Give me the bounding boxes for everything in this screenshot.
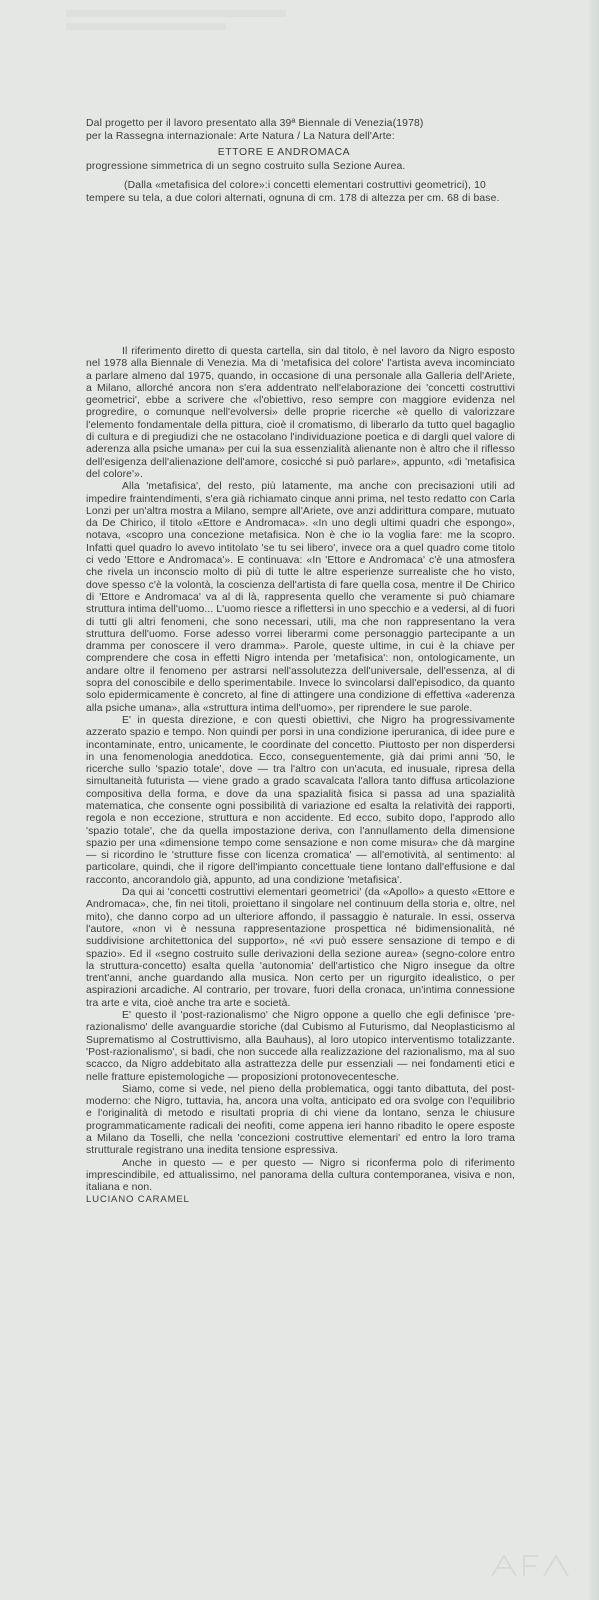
page-edge: [589, 0, 599, 1600]
essay-body: [86, 346, 515, 1207]
essay-paragraph: Anche in questo — e per questo — Nigro si riconferma polo di riferimento imprescindibile, ed attualissimo, nel panorama della cultura contemporanea, visiva e non, italiana e non.: [86, 1157, 515, 1194]
faded-header-text: [66, 10, 306, 48]
essay-paragraph: Siamo, come si vede, nel pieno della problematica, oggi tanto dibattuta, del post-moderno: che Nigro, tuttavia, ha, ancora una volta, anticipato ed ora svolge con l'equilibrio e l'originalità di metodo e risultati propria di chi viene da lontano, senza le chiusure programmaticamente radicali dei neofiti, come appena ieri hanno ribadito le opere esposte a Milano da Toselli, che nella 'concezioni costruttive elementari' ed entro la loro trama strutturale registrano una inedita tensione espressiva.: [86, 1083, 515, 1157]
author-signature: LUCIANO CARAMEL: [86, 1194, 190, 1206]
watermark-logo: [482, 1548, 577, 1582]
essay-paragraph: E' in questa direzione, e con questi obiettivi, che Nigro ha progressivamente azzerato spazio e tempo. Non quindi per porsi in una condizione iperuranica, di idee pure e incontaminate, entro, unicamente, le coordinate del concetto. Piuttosto per non disperdersi in una fenomenologia aneddotica. Ecco, conseguentemente, già dai primi anni '50, le ricerche sullo 'spazio totale', dove — tra l'altro con un'acuta, ed inusuale, ripresa della simultaneità futurista — viene grado a grado scavalcata l'allora tanto diffusa articolazione compositiva della forma, e dove da una spazialità fisica si passa ad una spazialità matematica, che consente ogni possibilità di variazione ed esalta la relatività dei rapporti, regola e non eccezione, struttura e non accidente. Ed ecco, subito dopo, l'approdo allo 'spazio totale', che da quella impostazione deriva, con l'annullamento della dimensione spazio per una «dimensione tempo come sensazione e non come misura» che dà margine — si ricordino le 'strutture fisse con licenza cromatica' — all'emotività, al sentimento: al particolare, quindi, che il rigore dell'impianto concettuale tiene lontano dall'effusione e dal racconto, ancorandolo già, appunto, ad una condizione 'metafisica'.: [86, 714, 515, 886]
intro-line-2: per la Rassegna internazionale: Arte Natura / La Natura dell'Arte:: [86, 131, 395, 143]
work-title: ETTORE E ANDROMACA: [217, 147, 351, 159]
intro-line-3: progressione simmetrica di un segno costruito sulla Sezione Aurea.: [86, 160, 406, 172]
essay-paragraph: Il riferimento diretto di questa cartella, sin dal titolo, è nel lavoro da Nigro esposto nel 1978 alla Biennale di Venezia. Ma di 'metafisica del colore' l'artista aveva incominciato a parlare almeno dal 1975, quando, in occasione di una personale alla Galleria dell'Ariete, a Milano, allorché ancora non s'era addentrato nell'elaborazione dei 'concetti costruttivi geometrici', ebbe a scrivere che «l'obiettivo, reso sempre con maggiore evidenza nel progredire, o comunque nell'evolversi» delle proprie ricerche «è quello di valorizzare l'elemento fondamentale della pittura, cioè il cromatismo, di liberarlo da tutto quel bagaglio di cultura e di pregiudizi che ne ostacolano l'individuazione poetica e di dargli quel valore di aderenza alla psiche umana» per cui la sua essenzialità alienante non è altro che il riflesso dell'esigenza dell'alienazione dell'amore, cosicché si può parlare», appunto, «di 'metafisica del colore'».: [86, 346, 515, 480]
essay-paragraph: E' questo il 'post-razionalismo' che Nigro oppone a quello che egli definisce 'pre-razionalismo' delle avanguardie storiche (dal Cubismo al Futurismo, dal Neoplasticismo al Suprematismo al Costruttivismo, alla Bauhaus), al loro utopico interventismo totalizzante. 'Post-razionalismo', si badi, che non succede alla realizzazione del razionalismo, ma al suo scacco, da Nigro addebitato alla astrattezza delle pur essenziali — nei fondamenti etici e nelle fratture epistemologiche — proposizioni protonovecentesche.: [86, 1010, 515, 1083]
work-description: (Dalla «metafisica del colore»:i concetti elementari costruttivi geometrici), 10 tempere su tela, a due colori alternati, ognuna di cm. 178 di altezza per cm. 68 di base.: [86, 179, 500, 205]
intro-block: [86, 117, 516, 205]
essay-paragraph: Da qui ai 'concetti costruttivi elementari geometrici' (da «Apollo» a questo «Ettore e Andromaca», che, fin nei titoli, proiettano il singolare nel continuum della storia e, oltre, nel mito), che danno corpo ad un ulteriore affondo, il passaggio è naturale. In essi, osserva l'autore, «non vi è nessuna rappresentazione prospettica né bidimensionalità, né suddivisione architettonica del supporto», né «vi può essere sensazione di tempo e di spazio». Ed il «segno costruito sulle derivazioni della sezione aurea» (segno-colore entro la struttura-concetto) esalta quella 'autonomia' dell'artistico che Nigro insegue da oltre trent'anni, anche guardando alla musica. Non certo per un rigurgito idealistico, o per aspirazioni arcadiche. Al contrario, per trovare, fuori della cronaca, un'intima connessione tra arte e vita, cioè anche tra arte e società.: [86, 887, 515, 1009]
essay-paragraph: Alla 'metafisica', del resto, più latamente, ma anche con precisazioni utili ad impedire fraintendimenti, s'era già richiamato cinque anni prima, nel testo redatto con Carla Lonzi per un'altra mostra a Milano, sempre all'Ariete, ove anzi addirittura compare, mutuato da De Chirico, il titolo «Ettore e Andromaca». «In uno degli ultimi quadri che espongo», notava, «scopro una concezione metafisica. Non è che io la voglia fare: me la scopro. Infatti quel quadro lo avevo intitolato 'se tu sei libero', invece ora a quel quadro come titolo ci vedo 'Ettore e Andromaca'». E continuava: «In 'Ettore e Andromaca' c'è una atmosfera che rivela un inconscio molto di più di tutte le altre esperienze surrealiste che ho visto, dove spesso c'è la volontà, la coscienza dell'artista di fare quella cosa, mentre il De Chirico di 'Ettore e Andromaca' va al di là, rappresenta quello che veramente si può chiamare struttura intima dell'uomo... L'uomo riesce a riflettersi in uno specchio e a vedersi, al di fuori di tutti gli altri fenomeni, che sono necessari, utili, ma che non rappresentano la vera struttura dell'uomo. Forse adesso vorrei liberarmi come personaggio partecipante a un dramma per conoscere il vero dramma». Parole, queste ultime, in cui è la chiave per comprendere che cosa in effetti Nigro intenda per 'metafisica': non, ontologicamente, un andare oltre il fenomeno per astrarsi nell'assolutezza dell'universale, dell'essenza, al di sopra del conoscibile e dello sperimentabile. Invece lo svincolarsi dall'episodico, da quanto solo epidermicamente è concreto, al fine di attingere una condizione di effettiva «aderenza alla psiche umana», alla «struttura intima dell'uomo», per riprendere le sue parole.: [86, 481, 516, 714]
intro-line-1: Dal progetto per il lavoro presentato alla 39ª Biennale di Venezia(1978): [86, 118, 424, 129]
